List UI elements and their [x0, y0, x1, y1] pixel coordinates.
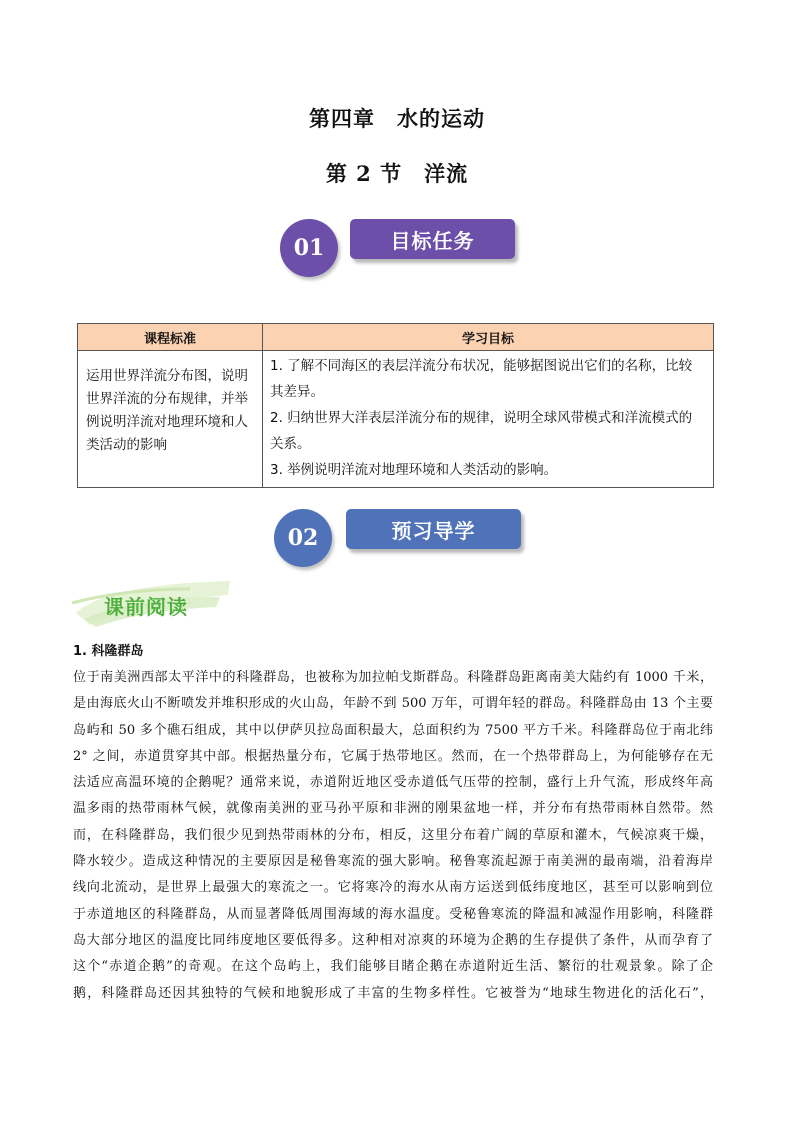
body-line: 于赤道地区的科隆群岛，从而显著降低周围海域的海水温度。受秘鲁寒流的降温和减湿作用影响，科隆群 — [73, 906, 713, 922]
body-line: 是由海底火山不断喷发并堆积形成的火山岛，年龄不到 500 万年，可谓年轻的群岛。科隆群岛由 13 个主要 — [73, 696, 713, 712]
banner-number: 02 — [274, 509, 332, 567]
goal-line: 3. 举例说明洋流对地理环境和人类活动的影响。 — [270, 462, 558, 478]
reading-body — [73, 665, 713, 1007]
table-row — [78, 351, 714, 488]
goals-cell — [263, 351, 714, 488]
goal-line: 2. 归纳世界大洋表层洋流分布的规律，说明全球风带模式和洋流模式的 — [270, 410, 693, 426]
banner-label: 预习导学 — [346, 509, 521, 549]
reading-subheading: 1. 科隆群岛 — [73, 644, 144, 659]
body-line: 这个“赤道企鹅”的奇观。在这个岛屿上，我们能够目睹企鹅在赤道附近生活、繁衍的壮观景象。除了企 — [73, 959, 713, 975]
body-line: 温多雨的热带雨林气候，就像南美洲的亚马孙平原和非洲的刚果盆地一样，并分布有热带雨林自然带。然 — [73, 801, 713, 817]
standard-line: 类活动的影响 — [86, 437, 167, 453]
goal-line: 1. 了解不同海区的表层洋流分布状况，能够据图说出它们的名称，比较 — [270, 358, 693, 374]
body-line: 法适应高温环境的企鹅呢？通常来说，赤道附近地区受赤道低气压带的控制，盛行上升气流，形成终年高 — [73, 775, 713, 791]
body-line: 而，在科隆群岛，我们很少见到热带雨林的分布，相反，这里分布着广阔的草原和灌木，气候凉爽干燥， — [73, 827, 713, 843]
body-line: 岛大部分地区的温度比同纬度地区要低得多。这种相对凉爽的环境为企鹅的生存提供了条件，从而孕育了 — [73, 932, 713, 948]
reading-section-header: 课前阅读 — [104, 595, 188, 619]
standard-line: 运用世界洋流分布图，说明 — [86, 368, 248, 384]
banner-label: 目标任务 — [350, 219, 515, 259]
standard-line: 例说明洋流对地理环境和人 — [86, 414, 248, 430]
body-line: 位于南美洲西部太平洋中的科隆群岛，也被称为加拉帕戈斯群岛。科隆群岛距离南美大陆约有 1000 千米， — [73, 670, 713, 685]
standard-line: 世界洋流的分布规律，并举 — [86, 391, 248, 407]
table-header-row — [78, 324, 714, 351]
table-header-standard: 课程标准 — [78, 324, 263, 351]
standard-cell — [78, 351, 263, 488]
curriculum-table — [77, 323, 714, 488]
banner-number: 01 — [280, 219, 338, 277]
body-line: 线向北流动，是世界上最强大的寒流之一。它将寒冷的海水从南方运送到低纬度地区，甚至可以影响到位 — [73, 880, 713, 896]
goal-line: 其差异。 — [270, 384, 324, 400]
table-header-goals: 学习目标 — [263, 324, 714, 351]
section-title: 第 2 节 洋流 — [325, 161, 469, 186]
body-line: 岛屿和 50 多个礁石组成，其中以伊萨贝拉岛面积最大，总面积约为 7500 平方千米。科隆群岛位于南北纬 — [73, 722, 713, 738]
goal-line: 关系。 — [270, 436, 311, 452]
banner-target-tasks — [280, 215, 520, 275]
chapter-title: 第四章 水的运动 — [309, 106, 485, 131]
banner-preview-guide — [274, 505, 524, 565]
body-line: 2° 之间，赤道贯穿其中部。根据热量分布，它属于热带地区。然而，在一个热带群岛上，为何能够存在无 — [73, 748, 713, 764]
body-line: 降水较少。造成这种情况的主要原因是秘鲁寒流的强大影响。秘鲁寒流起源于南美洲的最南端，沿着海岸 — [73, 854, 713, 870]
body-line: 鹅，科隆群岛还因其独特的气候和地貌形成了丰富的生物多样性。它被誉为“地球生物进化的活化石”， — [73, 985, 713, 1001]
